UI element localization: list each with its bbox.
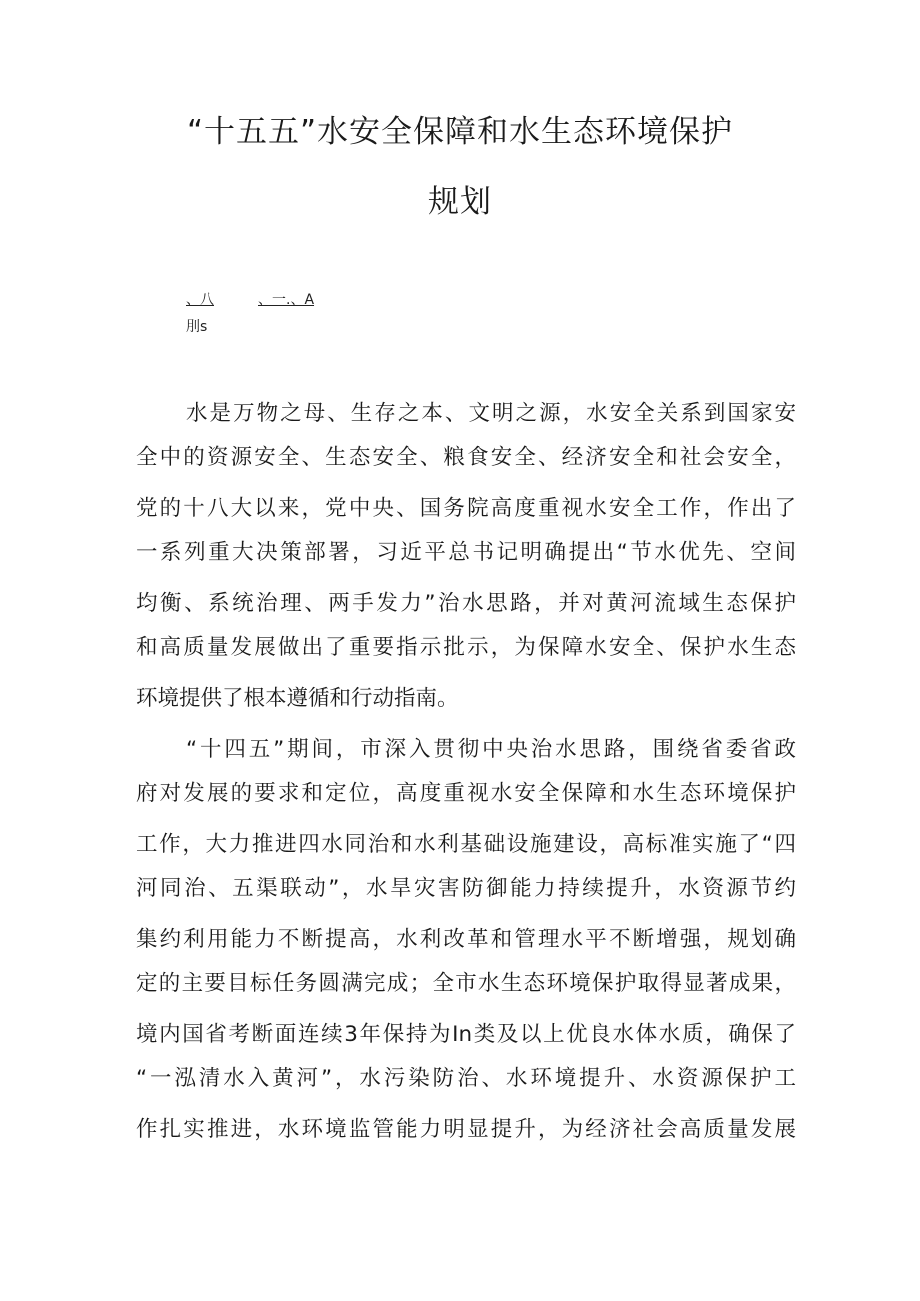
paragraph-2-line: 府对发展的要求和定位，高度重视水安全保障和水生态环境保护 [136,781,796,806]
paragraph-1-line: 均衡、系统治理、两手发力”治水思路，并对黄河流域生态保护 [136,591,796,616]
paragraph-2-line: 定的主要目标任务圆满完成；全市水生态环境保护取得显著成果， [136,971,796,996]
paragraph-1-line: 水是万物之母、生存之本、文明之源，水安全关系到国家安 [186,401,796,426]
paragraph-2-line: 河同治、五渠联动”，水旱灾害防御能力持续提升，水资源节约 [136,876,796,901]
paragraph-1-line: 全中的资源安全、生态安全、粮食安全、经济安全和社会安全， [136,445,796,470]
paragraph-2-line: 集约利用能力不断提高，水利改革和管理水平不断增强，规划确 [136,927,796,952]
section-heading-preface: 刖s [186,319,208,335]
paragraph-2-line: 境内国省考断面连续3年保持为In类及以上优良水体水质，确保了 [136,1022,796,1047]
document-title-line-1: “十五五”水安全保障和水生态环境保护 [186,114,734,150]
section-heading-fragment: 、一.、A [258,292,315,308]
paragraph-1-line: 和高质量发展做出了重要指示批示，为保障水安全、保护水生态 [136,635,796,660]
section-heading-fragment: 、八 [186,292,214,308]
paragraph-1-line: 一系列重大决策部署，习近平总书记明确提出“节水优先、空间 [136,540,796,565]
paragraph-2-line: “十四五”期间，市深入贯彻中央治水思路，围绕省委省政 [186,737,796,762]
paragraph-2-line: 工作，大力推进四水同治和水利基础设施建设，高标准实施了“四 [136,832,796,857]
paragraph-1-line: 党的十八大以来，党中央、国务院高度重视水安全工作，作出了 [136,496,796,521]
paragraph-2-line: “一泓清水入黄河”，水污染防治、水环境提升、水资源保护工 [136,1066,796,1091]
paragraph-2-line: 作扎实推进，水环境监管能力明显提升，为经济社会高质量发展 [136,1117,796,1142]
paragraph-1-line: 环境提供了根本遵循和行动指南。 [136,686,459,711]
document-title-line-2: 规划 [428,184,492,220]
